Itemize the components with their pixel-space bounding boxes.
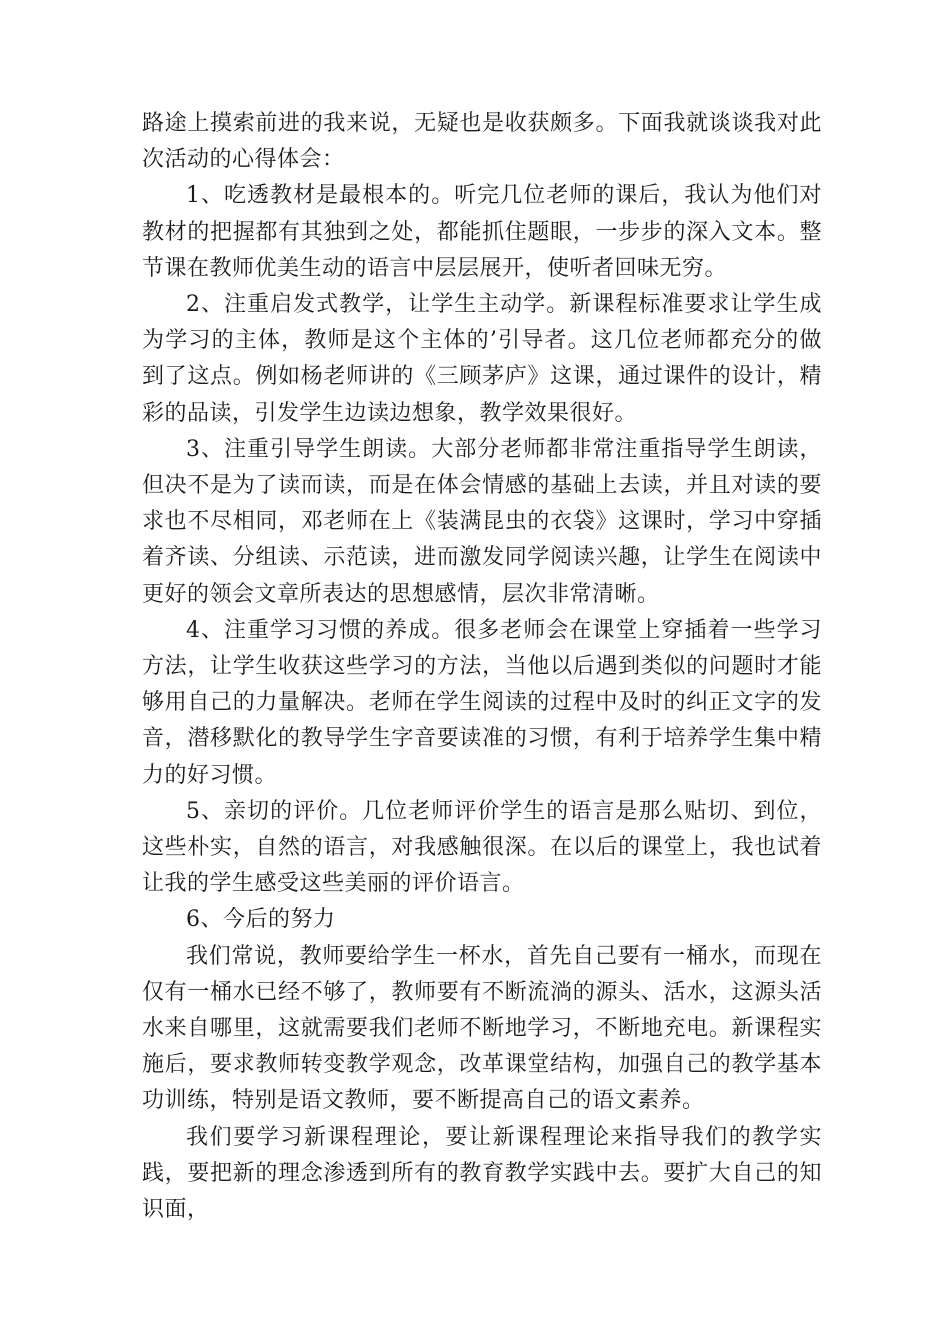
- paragraph-point-3: 3、注重引导学生朗读。大部分老师都非常注重指导学生朗读，但决不是为了读而读，而是在体会情感的基础上去读，并且对读的要求也不尽相同，邓老师在上《装满昆虫的衣袋》这课时，学习中穿插着齐读、分组读、示范读，进而激发同学阅读兴趣，让学生在阅读中更好的领会文章所表达的思想感情，层次非常清晰。: [142, 436, 822, 607]
- paragraph-future-effort: 我们常说，教师要给学生一杯水，首先自己要有一桶水，而现在仅有一桶水已经不够了，教师要有不断流淌的源头、活水，这源头活水来自哪里，这就需要我们老师不断地学习，不断地充电。新课程实施后，要求教师转变教学观念，改革课堂结构，加强自己的教学基本功训练，特别是语文教师，要不断提高自己的语文素养。: [142, 943, 822, 1114]
- paragraph-point-6-heading: 6、今后的努力: [186, 907, 336, 933]
- paragraph-point-4: 4、注重学习习惯的养成。很多老师会在课堂上穿插着一些学习方法，让学生收获这些学习的方法，当他以后遇到类似的问题时才能够用自己的力量解决。老师在学生阅读的过程中及时的纠正文字的发音，潜移默化的教导学生字音要读准的习惯，有利于培养学生集中精力的好习惯。: [142, 617, 822, 788]
- paragraph-intro: 路途上摸索前进的我来说，无疑也是收获颇多。下面我就谈谈我对此次活动的心得体会：: [142, 111, 822, 173]
- paragraph-point-5: 5、亲切的评价。几位老师评价学生的语言是那么贴切、到位，这些朴实，自然的语言，对我感触很深。在以后的课堂上，我也试着让我的学生感受这些美丽的评价语言。: [142, 798, 822, 897]
- paragraph-new-curriculum: 我们要学习新课程理论，要让新课程理论来指导我们的教学实践，要把新的理念渗透到所有的教育教学实践中去。要扩大自己的知识面，: [142, 1124, 822, 1223]
- paragraph-point-1: 1、吃透教材是最根本的。听完几位老师的课后，我认为他们对教材的把握都有其独到之处，都能抓住题眼，一步步的深入文本。整节课在教师优美生动的语言中层层展开，使听者回味无穷。: [142, 183, 822, 281]
- paragraph-point-2: 2、注重启发式教学，让学生主动学。新课程标准要求让学生成为学习的主体，教师是这个主体的’引导者。这几位老师都充分的做到了这点。例如杨老师讲的《三顾茅庐》这课，通过课件的设计，精彩的品读，引发学生边读边想象，教学效果很好。: [142, 292, 822, 426]
- document-body: [142, 106, 822, 1228]
